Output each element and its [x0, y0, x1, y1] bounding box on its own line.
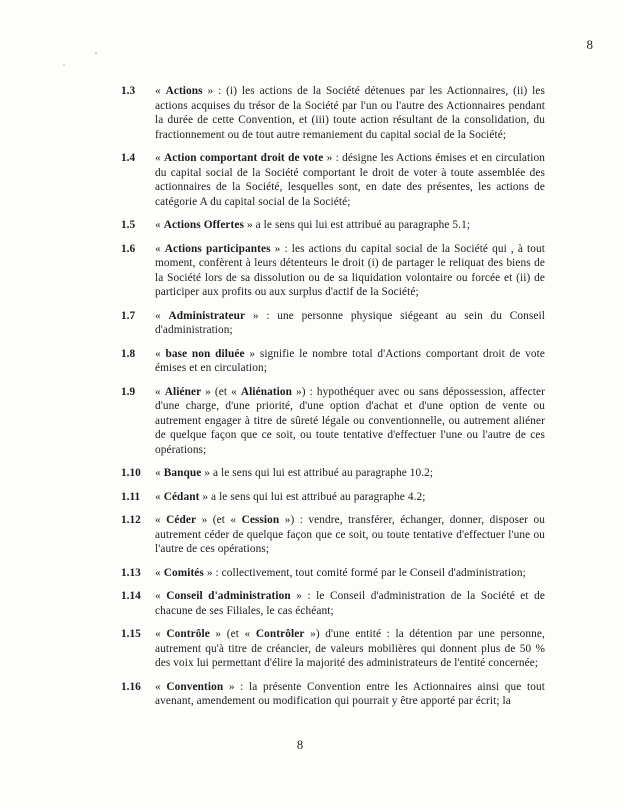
definition-text: « Comités » : collectivement, tout comité formé par le Conseil d'administration;	[155, 566, 526, 579]
definition-item	[121, 151, 545, 209]
definition-item	[121, 513, 545, 557]
definition-text: « Banque » a le sens qui lui est attribué au paragraphe 10.2;	[155, 467, 434, 479]
scan-speck	[95, 52, 97, 54]
definition-item	[121, 347, 545, 376]
definition-text: « Actions participantes » : les actions du capital social de la Société qui , à tout moment, confèrent à leurs détenteurs le droit (i) de partager le reliquat des biens de la Société lors de sa dissolution ou de sa liquidation volontaire ou forcée et (ii) de participer aux profits ou aux surplus d'actif de la Société;	[155, 242, 545, 298]
definition-text: « Actions Offertes » a le sens qui lui est attribué au paragraphe 5.1;	[155, 219, 471, 231]
definition-text: « Conseil d'administration » : le Conseil d'administration de la Société et de chacune de ses Filiales, le cas échéant;	[155, 590, 545, 617]
definition-number: 1.13	[121, 566, 141, 579]
definition-text: « Contrôle » (et « Contrôler ») d'une entité : la détention par une personne, autrement qu'à titre de créancier, de valeurs mobilières qui donnent plus de 50 % des voix lui permettant d'élire la majorité des administrateurs de l'entité concernée;	[155, 628, 545, 669]
definition-number: 1.5	[121, 219, 136, 231]
definition-item	[121, 84, 545, 142]
definition-item	[121, 218, 545, 233]
scan-speck	[63, 64, 65, 66]
definition-text: « Convention » : la présente Convention entre les Actionnaires ainsi que tout avenant, amendement ou modification qui pourrait y être apporté par écrit; la	[155, 680, 545, 707]
definition-number: 1.4	[121, 152, 136, 164]
definition-number: 1.3	[121, 85, 136, 97]
definition-number: 1.14	[121, 590, 141, 602]
definition-item	[121, 566, 545, 581]
definition-text: « Aliéner » (et « Aliénation ») : hypothéquer avec ou sans dépossession, affecter d'une charge, d'une priorité, d'une option d'achat et d'une option de vente ou autrement engager à titre de sûreté légale ou conventionnelle, ou autrement aliéner de quelque façon que ce soit, ou toute tentative d'effectuer l'une ou l'autre de ces opérations;	[155, 385, 545, 456]
definition-text: « Administrateur » : une personne physique siégeant au sein du Conseil d'administration;	[155, 309, 545, 336]
page-number-top: 8	[586, 37, 593, 52]
definition-number: 1.10	[121, 467, 141, 479]
definition-item	[121, 466, 545, 481]
definition-text: « Action comportant droit de vote » : désigne les Actions émises et en circulation du capital social de la Société comportant le droit de voter à toute assemblée des actionnaires de la Société, lesquelles sont, en date des présentes, les actions de catégorie A du capital social de la Société;	[155, 152, 545, 208]
definition-item	[121, 242, 545, 300]
definition-item	[121, 385, 545, 458]
definition-item	[121, 309, 545, 338]
definition-number: 1.9	[121, 385, 136, 398]
definition-number: 1.7	[121, 309, 136, 322]
definition-number: 1.11	[121, 490, 141, 503]
definition-text: « Actions » : (i) les actions de la Société détenues par les Actionnaires, (ii) les actions acquises du trésor de la Société par l'un ou l'autre des Actionnaires pendant la durée de cette Convention, et (iii) toute action résultant de la consolidation, du fractionnement ou de tout autre remaniement du capital social de la Société;	[155, 85, 545, 141]
definitions-list	[121, 84, 545, 718]
definition-text: « Cédant » a le sens qui lui est attribué au paragraphe 4.2;	[155, 490, 426, 503]
definition-item	[121, 680, 545, 709]
definition-number: 1.15	[121, 628, 141, 640]
definition-item	[121, 490, 545, 505]
page-number-bottom: 8	[296, 738, 304, 752]
definition-item	[121, 589, 545, 618]
definition-item	[121, 627, 545, 671]
definition-number: 1.12	[121, 514, 141, 526]
definition-number: 1.6	[121, 242, 136, 255]
definition-text: « Céder » (et « Cession ») : vendre, transférer, échanger, donner, disposer ou autrement céder de quelque façon que ce soit, ou toute tentative d'effectuer l'une ou l'autre de ces opérations;	[155, 514, 545, 555]
definition-text: « base non diluée » signifie le nombre total d'Actions comportant droit de vote émises et en circulation;	[155, 347, 545, 374]
definition-number: 1.16	[121, 680, 141, 693]
definition-number: 1.8	[121, 347, 136, 360]
